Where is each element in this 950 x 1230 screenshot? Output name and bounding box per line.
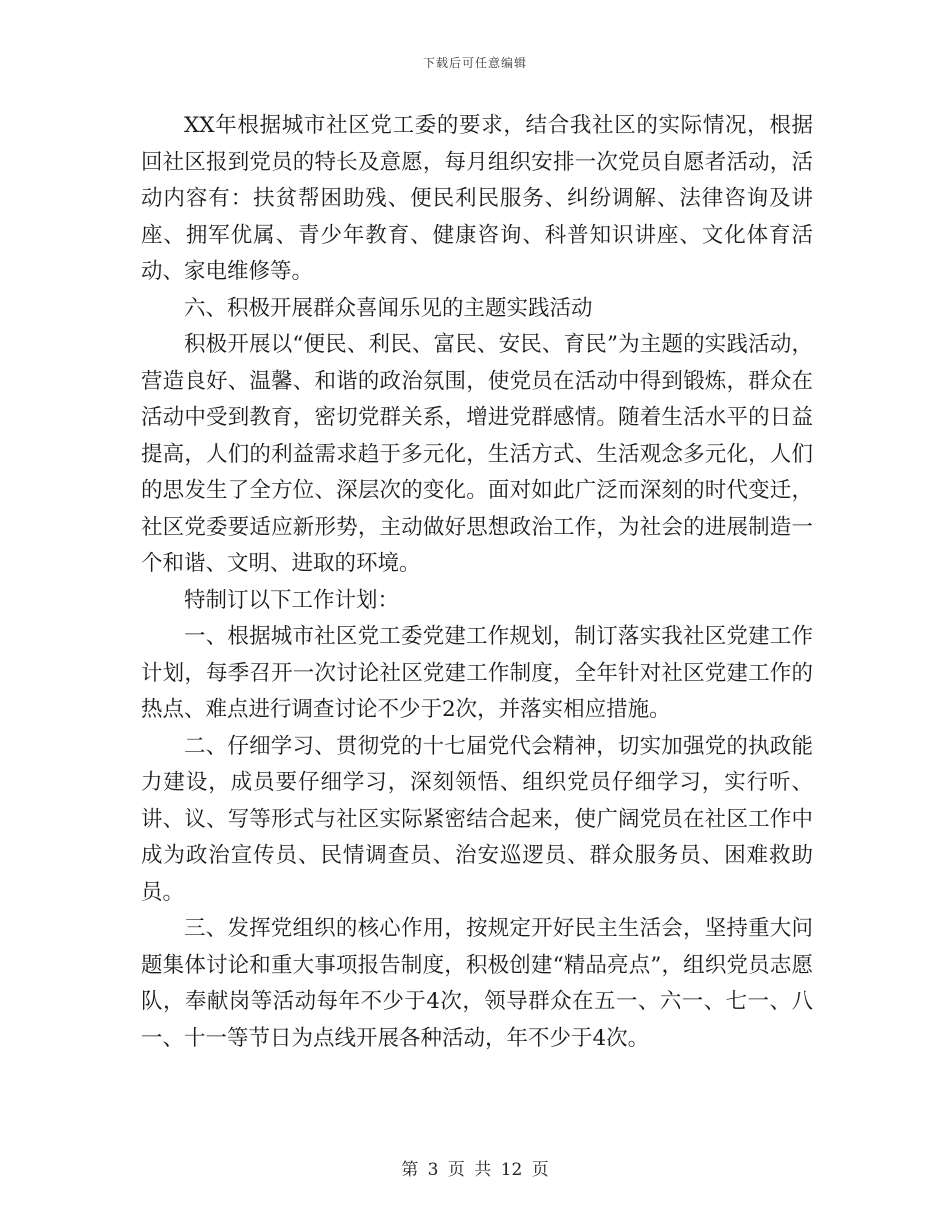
section-heading-six: 六、积极开展群众喜闻乐见的主题实践活动 bbox=[184, 295, 593, 321]
paragraph-theme-practice: 积极开展以“便民、利民、富民、安民、育民”为主题的实践活动，营造良好、温馨、和谐的政治氛围，使党员在活动中得到锻炼，群众在活动中受到教育，密切党群关系，增进党群感情。随着生活水平的日益提高，人们的利益需求趋于多元化，生活方式、生活观念多元化，人们的思发生了全方位、深层次的变化。面对如此广泛而深刻的时代变迁，社区党委要适应新形势，主动做好思想政治工作，为社会的进展制造一个和谐、文明、进取的环境。 bbox=[141, 332, 813, 576]
paragraph-item-one: 一、根据城市社区党工委党建工作规划，制订落实我社区党建工作计划，每季召开一次讨论社区党建工作制度，全年针对社区党建工作的热点、难点进行调查讨论不少于2次，并落实相应措施。 bbox=[141, 624, 813, 722]
paragraph-volunteer-activities: XX年根据城市社区党工委的要求，结合我社区的实际情况，根据回社区报到党员的特长及意愿，每月组织安排一次党员自愿者活动，活动内容有：扶贫帮困助残、便民利民服务、纠纷调解、法律咨询及讲座、拥军优属、青少年教育、健康咨询、科普知识讲座、文化体育活动、家电维修等。 bbox=[141, 113, 813, 284]
page-header: 下载后可任意编辑 bbox=[422, 56, 527, 70]
paragraph-item-three: 三、发挥党组织的核心作用，按规定开好民主生活会，坚持重大问题集体讨论和重大事项报告制度，积极创建“精品亮点”，组织党员志愿队，奉献岗等活动每年不少于4次，领导群众在五一、六一、七一、八一、十一等节日为点线开展各种活动，年不少于4次。 bbox=[141, 916, 813, 1051]
paragraph-plan-intro: 特制订以下工作计划： bbox=[184, 587, 400, 613]
page-number-footer: 第 3 页 共 12 页 bbox=[401, 1160, 549, 1180]
document-body bbox=[141, 108, 813, 1057]
paragraph-item-two: 二、仔细学习、贯彻党的十七届党代会精神，切实加强党的执政能力建设，成员要仔细学习，深刻领悟、组织党员仔细学习，实行听、讲、议、写等形式与社区实际紧密结合起来，使广阔党员在社区工作中成为政治宣传员、民情调查员、治安巡逻员、群众服务员、困难救助员。 bbox=[141, 733, 813, 905]
